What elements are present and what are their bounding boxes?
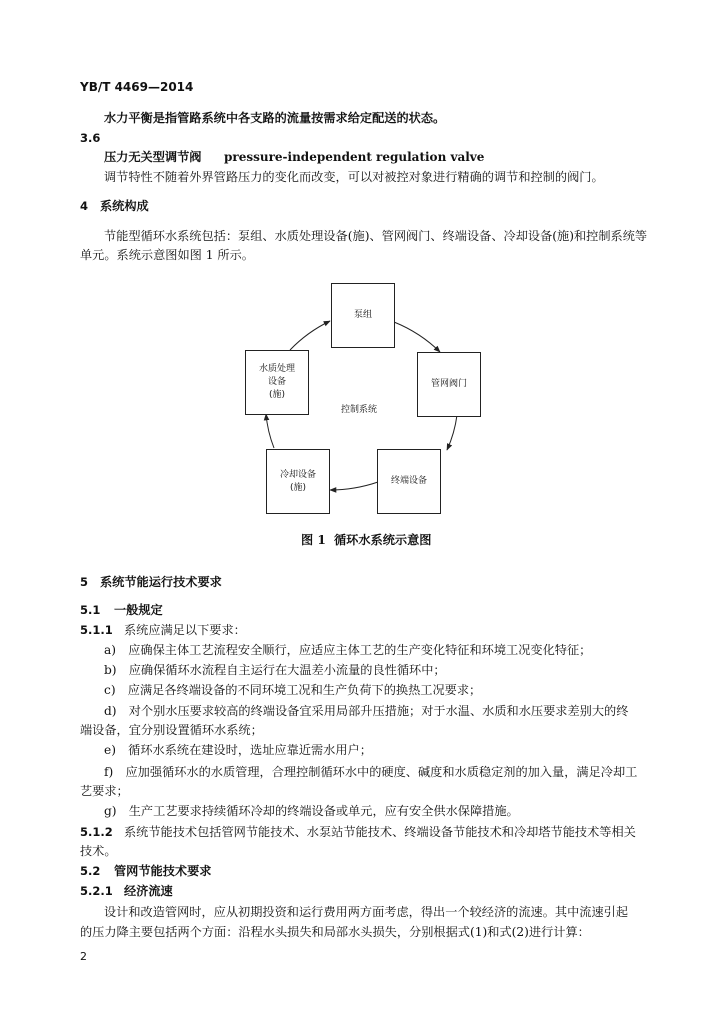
section-5-1-2-line1: 系统节能技术包括管网节能技术、水泵站节能技术、终端设备节能技术和冷却塔节能技术等相关 xyxy=(124,825,636,839)
definition-3-6-term-cn: 压力无关型调节阀 xyxy=(104,150,202,164)
list-item-c: c) 应满足各终端设备的不同环境工况和生产负荷下的换热工况要求； xyxy=(104,683,482,697)
section-5-2-1-number: 5.2.1 xyxy=(80,884,113,898)
list-item-d-line1: d) 对个别水压要求较高的终端设备宜采用局部升压措施；对于水温、水质和水压要求差别大的终 xyxy=(104,704,629,718)
section-4-title: 系统构成 xyxy=(100,199,149,213)
arrow-water-to-pump xyxy=(290,321,330,350)
list-item-d-line2: 端设备，宜分别设置循环水系统； xyxy=(80,723,263,737)
control-system-label: 控制系统 xyxy=(341,405,378,415)
section-5-1-2-line2: 技术。 xyxy=(80,844,117,858)
definition-3-6-term-en: pressure-independent regulation valve xyxy=(224,150,485,164)
box-pipe-valve-label: 管网阀门 xyxy=(430,379,467,389)
definition-3-6-text: 调节特性不随着外界管路压力的变化而改变，可以对被控对象进行精确的调节和控制的阀门。 xyxy=(104,170,604,184)
list-item-e: e) 循环水系统在建设时，选址应靠近需水用户； xyxy=(104,743,372,757)
section-5-1-1-number: 5.1.1 xyxy=(80,623,113,637)
section-5-1-1-text: 系统应满足以下要求： xyxy=(124,623,246,637)
list-item-b: b) 应确保循环水流程自主运行在大温差小流量的良性循环中； xyxy=(104,663,446,677)
box-pump-label: 泵组 xyxy=(353,310,372,320)
page-number: 2 xyxy=(80,950,87,963)
arrow-cooling-to-water xyxy=(266,414,274,448)
arrow-terminal-to-cooling xyxy=(330,482,378,490)
section-5-1-title: 一般规定 xyxy=(114,603,163,617)
section-5-2-number: 5.2 xyxy=(80,864,101,878)
economic-velocity-paragraph-line2: 的压力降主要包括两个方面：沿程水头损失和局部水头损失，分别根据式(1)和式(2)进行计算： xyxy=(80,925,590,939)
section-5-title: 系统节能运行技术要求 xyxy=(100,575,222,589)
box-terminal-equipment xyxy=(377,449,441,514)
box-water-label-line3: (施) xyxy=(268,390,286,400)
box-pump-group xyxy=(331,283,395,348)
section-5-1-2-number: 5.1.2 xyxy=(80,825,113,839)
section-5-1-number: 5.1 xyxy=(80,603,101,617)
section-4-paragraph-line1: 节能型循环水系统包括：泵组、水质处理设备(施)、管网阀门、终端设备、冷却设备(施)和控制系统等 xyxy=(104,229,648,243)
definition-3-6-number: 3.6 xyxy=(80,131,101,145)
box-water-label-line1: 水质处理 xyxy=(258,364,295,374)
list-item-f-line1: f) 应加强循环水的水质管理，合理控制循环水中的硬度、碱度和水质稳定剂的加入量，满足冷却工 xyxy=(104,765,638,779)
standard-code: YB/T 4469—2014 xyxy=(80,80,194,94)
section-5-2-1-title: 经济流速 xyxy=(124,884,173,898)
section-4-paragraph-line2: 单元。系统示意图如图 1 所示。 xyxy=(80,248,254,262)
arrow-valve-to-terminal xyxy=(447,415,457,450)
box-pipe-valve xyxy=(417,352,481,417)
figure-1-caption-text: 循环水系统示意图 xyxy=(334,533,432,547)
box-terminal-label: 终端设备 xyxy=(390,476,427,486)
section-5-2-title: 管网节能技术要求 xyxy=(114,864,212,878)
section-4-number: 4 xyxy=(80,199,89,213)
arrow-pump-to-valve xyxy=(394,322,440,352)
box-cooling-equipment xyxy=(266,449,330,514)
list-item-g: g) 生产工艺要求持续循环冷却的终端设备或单元，应有安全供水保障措施。 xyxy=(104,804,519,818)
section-5-number: 5 xyxy=(80,575,89,589)
box-water-treatment xyxy=(245,350,309,415)
box-cooling-label-line2: (施) xyxy=(289,482,307,493)
box-cooling-label-line1: 冷却设备 xyxy=(279,469,316,480)
economic-velocity-paragraph-line1: 设计和改造管网时，应从初期投资和运行费用两方面考虑，得出一个较经济的流速。其中流速引起 xyxy=(104,905,629,919)
box-water-label-line2: 设备 xyxy=(267,377,286,387)
list-item-f-line2: 艺要求； xyxy=(80,784,129,798)
list-item-a: a) 应确保主体工艺流程安全顺行，应适应主体工艺的生产变化特征和环境工况变化特征； xyxy=(104,643,592,657)
figure-1-caption-number: 图 1 xyxy=(301,533,326,547)
definition-3-5-text: 水力平衡是指管路系统中各支路的流量按需求给定配送的状态。 xyxy=(104,111,446,125)
